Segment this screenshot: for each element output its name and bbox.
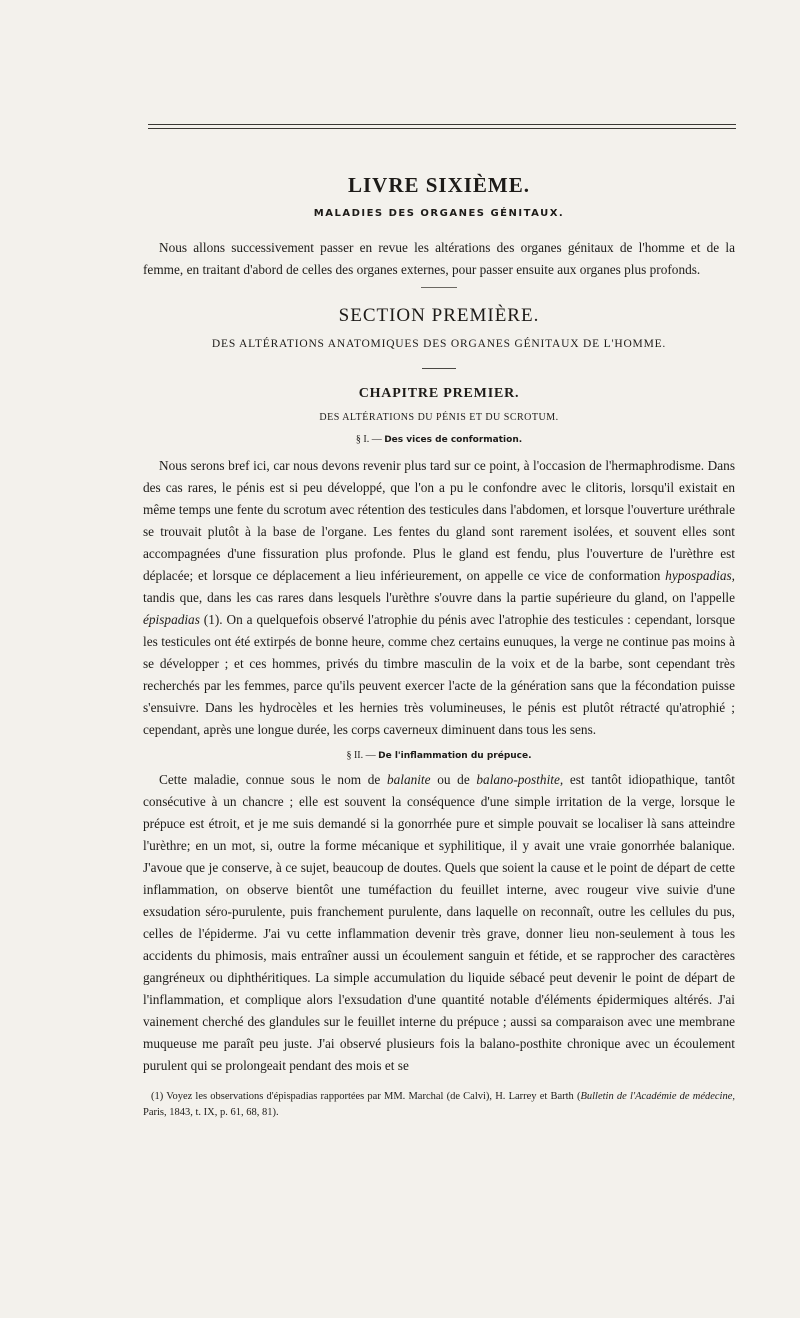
chapter-subtitle: DES ALTÉRATIONS DU PÉNIS ET DU SCROTUM. xyxy=(319,412,559,423)
text-run: , tandis que, dans les cas rares dans lesquels l'urèthre s'ouvre dans la partie supérieure du gland, on l'appelle xyxy=(143,568,735,605)
term-italic: épispadias xyxy=(143,612,200,627)
footnote xyxy=(143,1089,735,1121)
body-paragraph-2 xyxy=(143,769,735,1077)
top-double-rule-upper xyxy=(148,124,736,125)
paragraph-number: § II. — xyxy=(346,750,376,761)
page-content xyxy=(143,172,735,1121)
text-run: Nous serons bref ici, car nous devons revenir plus tard sur ce point, à l'occasion de l'hermaphrodisme. Dans des cas rares, le pénis est si peu développé, que l'on a pu le confondre avec le clitoris, lorsqu'il existait en même temps une fente du scrotum avec rétention des testicules dans l'abdomen, et lorsque l'ouverture uréthrale se trouvait plutôt à la base de l'organe. Les fentes du gland sont rarement isolées, et souvent elles sont accompagnées d'une fissuration plus profonde. Plus le gland est fendu, plus l'ouverture de l'urèthre est déplacée; et lorsque ce déplacement a lieu inférieurement, on appelle ce vice de conformation xyxy=(143,458,735,583)
body-paragraph-1 xyxy=(143,455,735,741)
top-double-rule-lower xyxy=(148,128,736,129)
text-run: est tantôt idiopathique, tantôt consécutive à un chancre ; elle est souvent la conséquence d'une simple irritation de la verge, lorsque le prépuce est étroit, et je me suis demandé si la gonorrhée pure et simple pouvait se localiser là sans atteindre l'urèthre; en un mot, si, outre la forme mécanique et syphilitique, il y avait une vraie gonorrhée balanique. J'avoue que je conserve, à ce sujet, beaucoup de doutes. Quels que soient la cause et le point de départ de cette inflammation, on observe bientôt une tuméfaction du feuillet interne, avec rougeur vive suivie d'une exsudation séro-purulente, puis franchement purulente, dans laquelle on reconnaît, outre les cellules du pus, celles de l'épiderme. J'ai vu cette inflammation devenir très grave, donner lieu non-seulement à tous les accidents du phimosis, mais entraîner aussi un écoulement sanguin et fétide, et se rapprocher des caractères gangréneux ou diphthéritiques. La simple accumulation du liquide sébacé peut devenir le point de départ de l'inflammation, et complique alors l'exsudation d'une quantité notable d'éléments épidermiques altérés. J'ai vainement cherché des glandules sur le feuillet interne du prépuce ; aussi sa comparaison avec une membrane muqueuse me paraît peu juste. J'ai observé plusieurs fois la balano-posthite chronique avec un écoulement purulent qui se prolongeait pendant des mois et se xyxy=(143,772,735,1073)
chapter-title: CHAPITRE PREMIER. xyxy=(358,386,520,401)
term-italic: hypospadias xyxy=(665,568,732,583)
paragraph-heading-1 xyxy=(143,433,735,447)
book-subtitle: MALADIES DES ORGANES GÉNITAUX. xyxy=(313,208,565,219)
section-subtitle: DES ALTÉRATIONS ANATOMIQUES DES ORGANES GÉNITAUX DE L'HOMME. xyxy=(211,338,667,350)
paragraph-title: Des vices de conformation. xyxy=(384,435,523,445)
book-title: LIVRE SIXIÈME. xyxy=(347,173,531,197)
paragraph-title: De l'inflammation du prépuce. xyxy=(378,751,532,761)
paragraph-heading-2 xyxy=(143,749,735,763)
footnote-text: (1) Voyez les observations d'épispadias rapportées par MM. Marchal (de Calvi), H. Larrey et Barth ( xyxy=(151,1091,581,1102)
footnote-text: Paris, 1843, t. IX, p. 61, 68, 81). xyxy=(143,1107,279,1118)
footnote-citation-italic: Bulletin de l'Académie de médecine, xyxy=(580,1091,736,1102)
divider-rule xyxy=(421,287,457,288)
text-run: (1). On a quelquefois observé l'atrophie du pénis avec l'atrophie des testicules : cependant, lorsque les testicules ont été extirpés de bonne heure, comme chez certains eunuques, la verge ne continue pas moins à se développer ; et ces hommes, privés du timbre masculin de la voix et de la barbe, sont cependant très recherchés par les femmes, parce qu'ils peuvent exercer l'acte de la génération sans que la fécondation puisse s'ensuivre. Dans les hydrocèles et les hernies très volumineuses, le pénis est plutôt rétracté qu'atrophié ; cependant, après une longue durée, les corps caverneux diminuent dans tous les sens. xyxy=(143,612,735,737)
term-italic: balanite xyxy=(386,772,431,787)
intro-paragraph: Nous allons successivement passer en revue les altérations des organes génitaux de l'homme et de la femme, en traitant d'abord de celles des organes externes, pour passer ensuite aux organes plus profonds. xyxy=(143,240,735,277)
divider-rule xyxy=(422,368,456,369)
section-title: SECTION PREMIÈRE. xyxy=(338,305,540,326)
paragraph-number: § I. — xyxy=(355,434,382,445)
text-run: ou de xyxy=(430,772,477,787)
text-run: Cette maladie, connue sous le nom de xyxy=(159,772,387,787)
term-italic: balano-posthite, xyxy=(476,772,564,787)
